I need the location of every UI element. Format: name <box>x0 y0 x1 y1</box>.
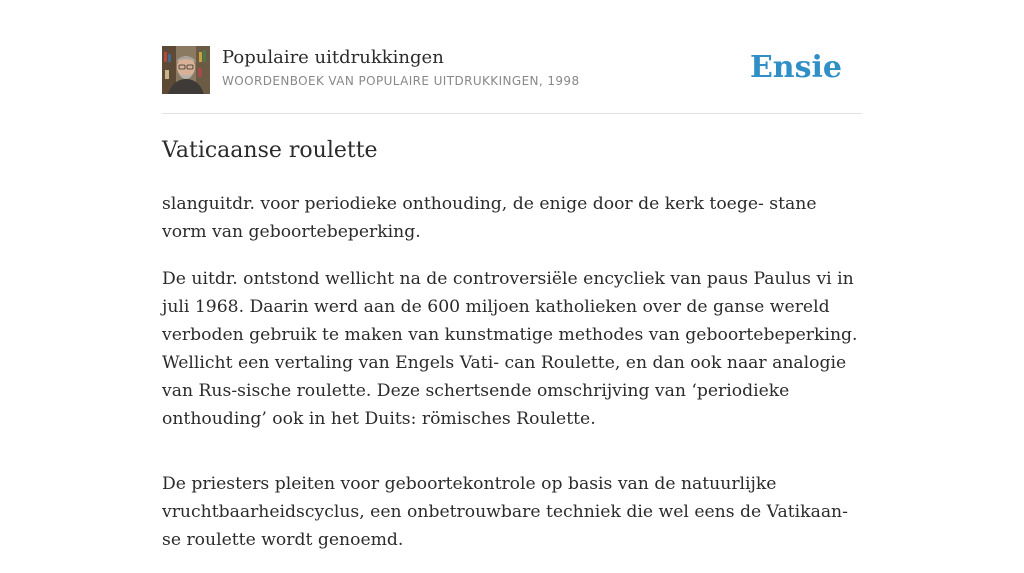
entry-content <box>162 190 862 573</box>
avatar[interactable] <box>162 46 210 94</box>
brand-logo[interactable]: Ensie <box>749 50 842 85</box>
paragraph: slanguitdr. voor periodieke onthouding, de enige door de kerk toege- stane vorm van geboortebeperking. <box>162 194 817 242</box>
author-portrait-avatar-icon <box>162 46 210 94</box>
source-info <box>222 46 580 88</box>
source-title[interactable]: Populaire uitdrukkingen <box>222 47 444 68</box>
paragraph: De priesters pleiten voor geboortekontrole op basis van de natuurlijke vruchtbaarheidscyclus, een onbetrouwbare techniek die wel eens de Vatikaan- se roulette wordt genoemd. <box>162 474 848 550</box>
entry-title: Vaticaanse roulette <box>162 138 378 163</box>
paragraph: De uitdr. ontstond wellicht na de controversiële encycliek van paus Paulus vi in juli 1968. Daarin werd aan de 600 miljoen katholieken over de ganse wereld verboden gebruik te maken van kunstmatige methodes van geboortebeperking. Wellicht een vertaling van Engels Vati- can Roulette, en dan ook naar analogie van Rus-sische roulette. Deze schertsende omschrijving van ‘periodieke onthouding’ ook in het Duits: römisches Roulette. <box>162 269 858 429</box>
source-subtitle: WOORDENBOEK VAN POPULAIRE UITDRUKKINGEN, 1998 <box>222 74 580 88</box>
divider <box>162 113 862 114</box>
header <box>162 46 862 96</box>
